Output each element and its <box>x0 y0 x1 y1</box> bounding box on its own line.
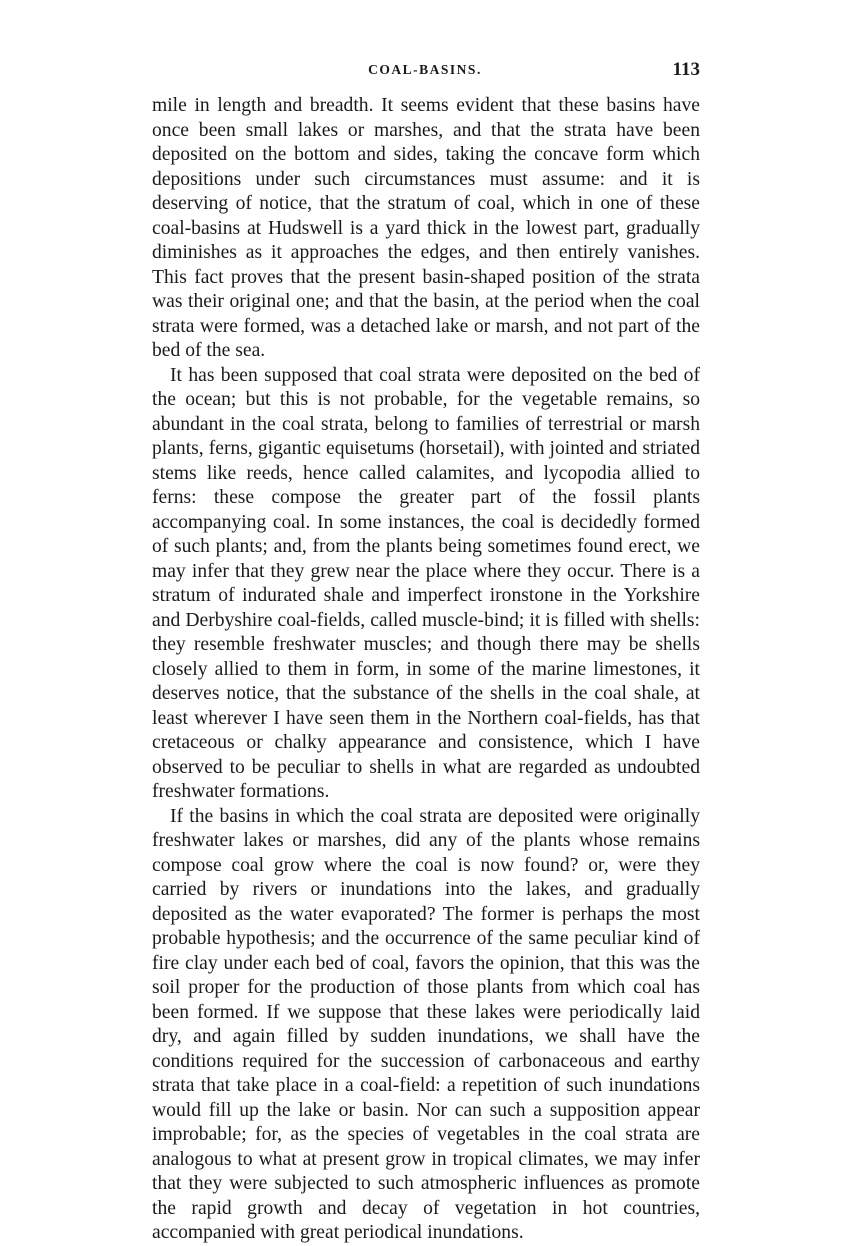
running-head <box>150 59 700 84</box>
running-title: COAL-BASINS. <box>368 62 482 77</box>
paragraph-basin-hypothesis: If the basins in which the coal strata are deposited were originally freshwater lakes or marshes, did any of the plants whose remains compose coal grow where the coal is now found? or, were they carried by rivers or inundations into the lakes, and gradually deposited as the water evaporated? The former is perhaps the most probable hypothesis; and the occurrence of the same peculiar kind of fire clay under each bed of coal, favors the opinion, that this was the soil proper for the production of those plants from which coal has been formed. If we suppose that these lakes were periodically laid dry, and again filled by sudden inundations, we shall have the conditions required for the succession of carbonaceous and earthy strata that take place in a coal-field: a repetition of such inundations would fill up the lake or basin. Nor can such a supposition appear improbable; for, as the species of vegetables in the coal strata are analogous to what at present grow in tropical climates, we may infer that they were subjected to such atmospheric influences as promote the rapid growth and decay of vegetation in hot countries, accompanied with great periodical inundations. <box>152 805 700 1243</box>
paragraph-continued: mile in length and breadth. It seems evident that these basins have once been small lakes or marshes, and that the strata have been deposited on the bottom and sides, taking the concave form which depositions under such circumstances must assume: and it is deserving of notice, that the stratum of coal, which in one of these coal-basins at Hudswell is a yard thick in the lowest part, gradually diminishes as it approaches the edges, and then entirely vanishes. This fact proves that the present basin-shaped position of the strata was their original one; and that the basin, at the period when the coal strata were formed, was a detached lake or marsh, and not part of the bed of the sea. <box>152 95 700 361</box>
body-text <box>152 94 700 1246</box>
paragraph-coal-strata-origin: It has been supposed that coal strata were deposited on the bed of the ocean; but this is not probable, for the vegetable remains, so abundant in the coal strata, belong to families of terrestrial or marsh plants, ferns, gigantic equisetums (horsetail), with jointed and striated stems like reeds, hence called calamites, and lycopodia allied to ferns: these compose the greater part of the fossil plants accompanying coal. In some instances, the coal is decidedly formed of such plants; and, from the plants being sometimes found erect, we may infer that they grew near the place where they occur. There is a stratum of indurated shale and imperfect ironstone in the Yorkshire and Derbyshire coal-fields, called muscle-bind; it is filled with shells: they resemble freshwater muscles; and though there may be shells closely allied to them in form, in some of the marine limestones, it deserves notice, that the substance of the shells in the coal shale, at least wherever I have seen them in the Northern coal-fields, has that cretaceous or chalky appearance and consistence, which I have observed to be peculiar to shells in what are regarded as undoubted freshwater formations. <box>152 364 700 802</box>
page-number: 113 <box>672 59 700 80</box>
